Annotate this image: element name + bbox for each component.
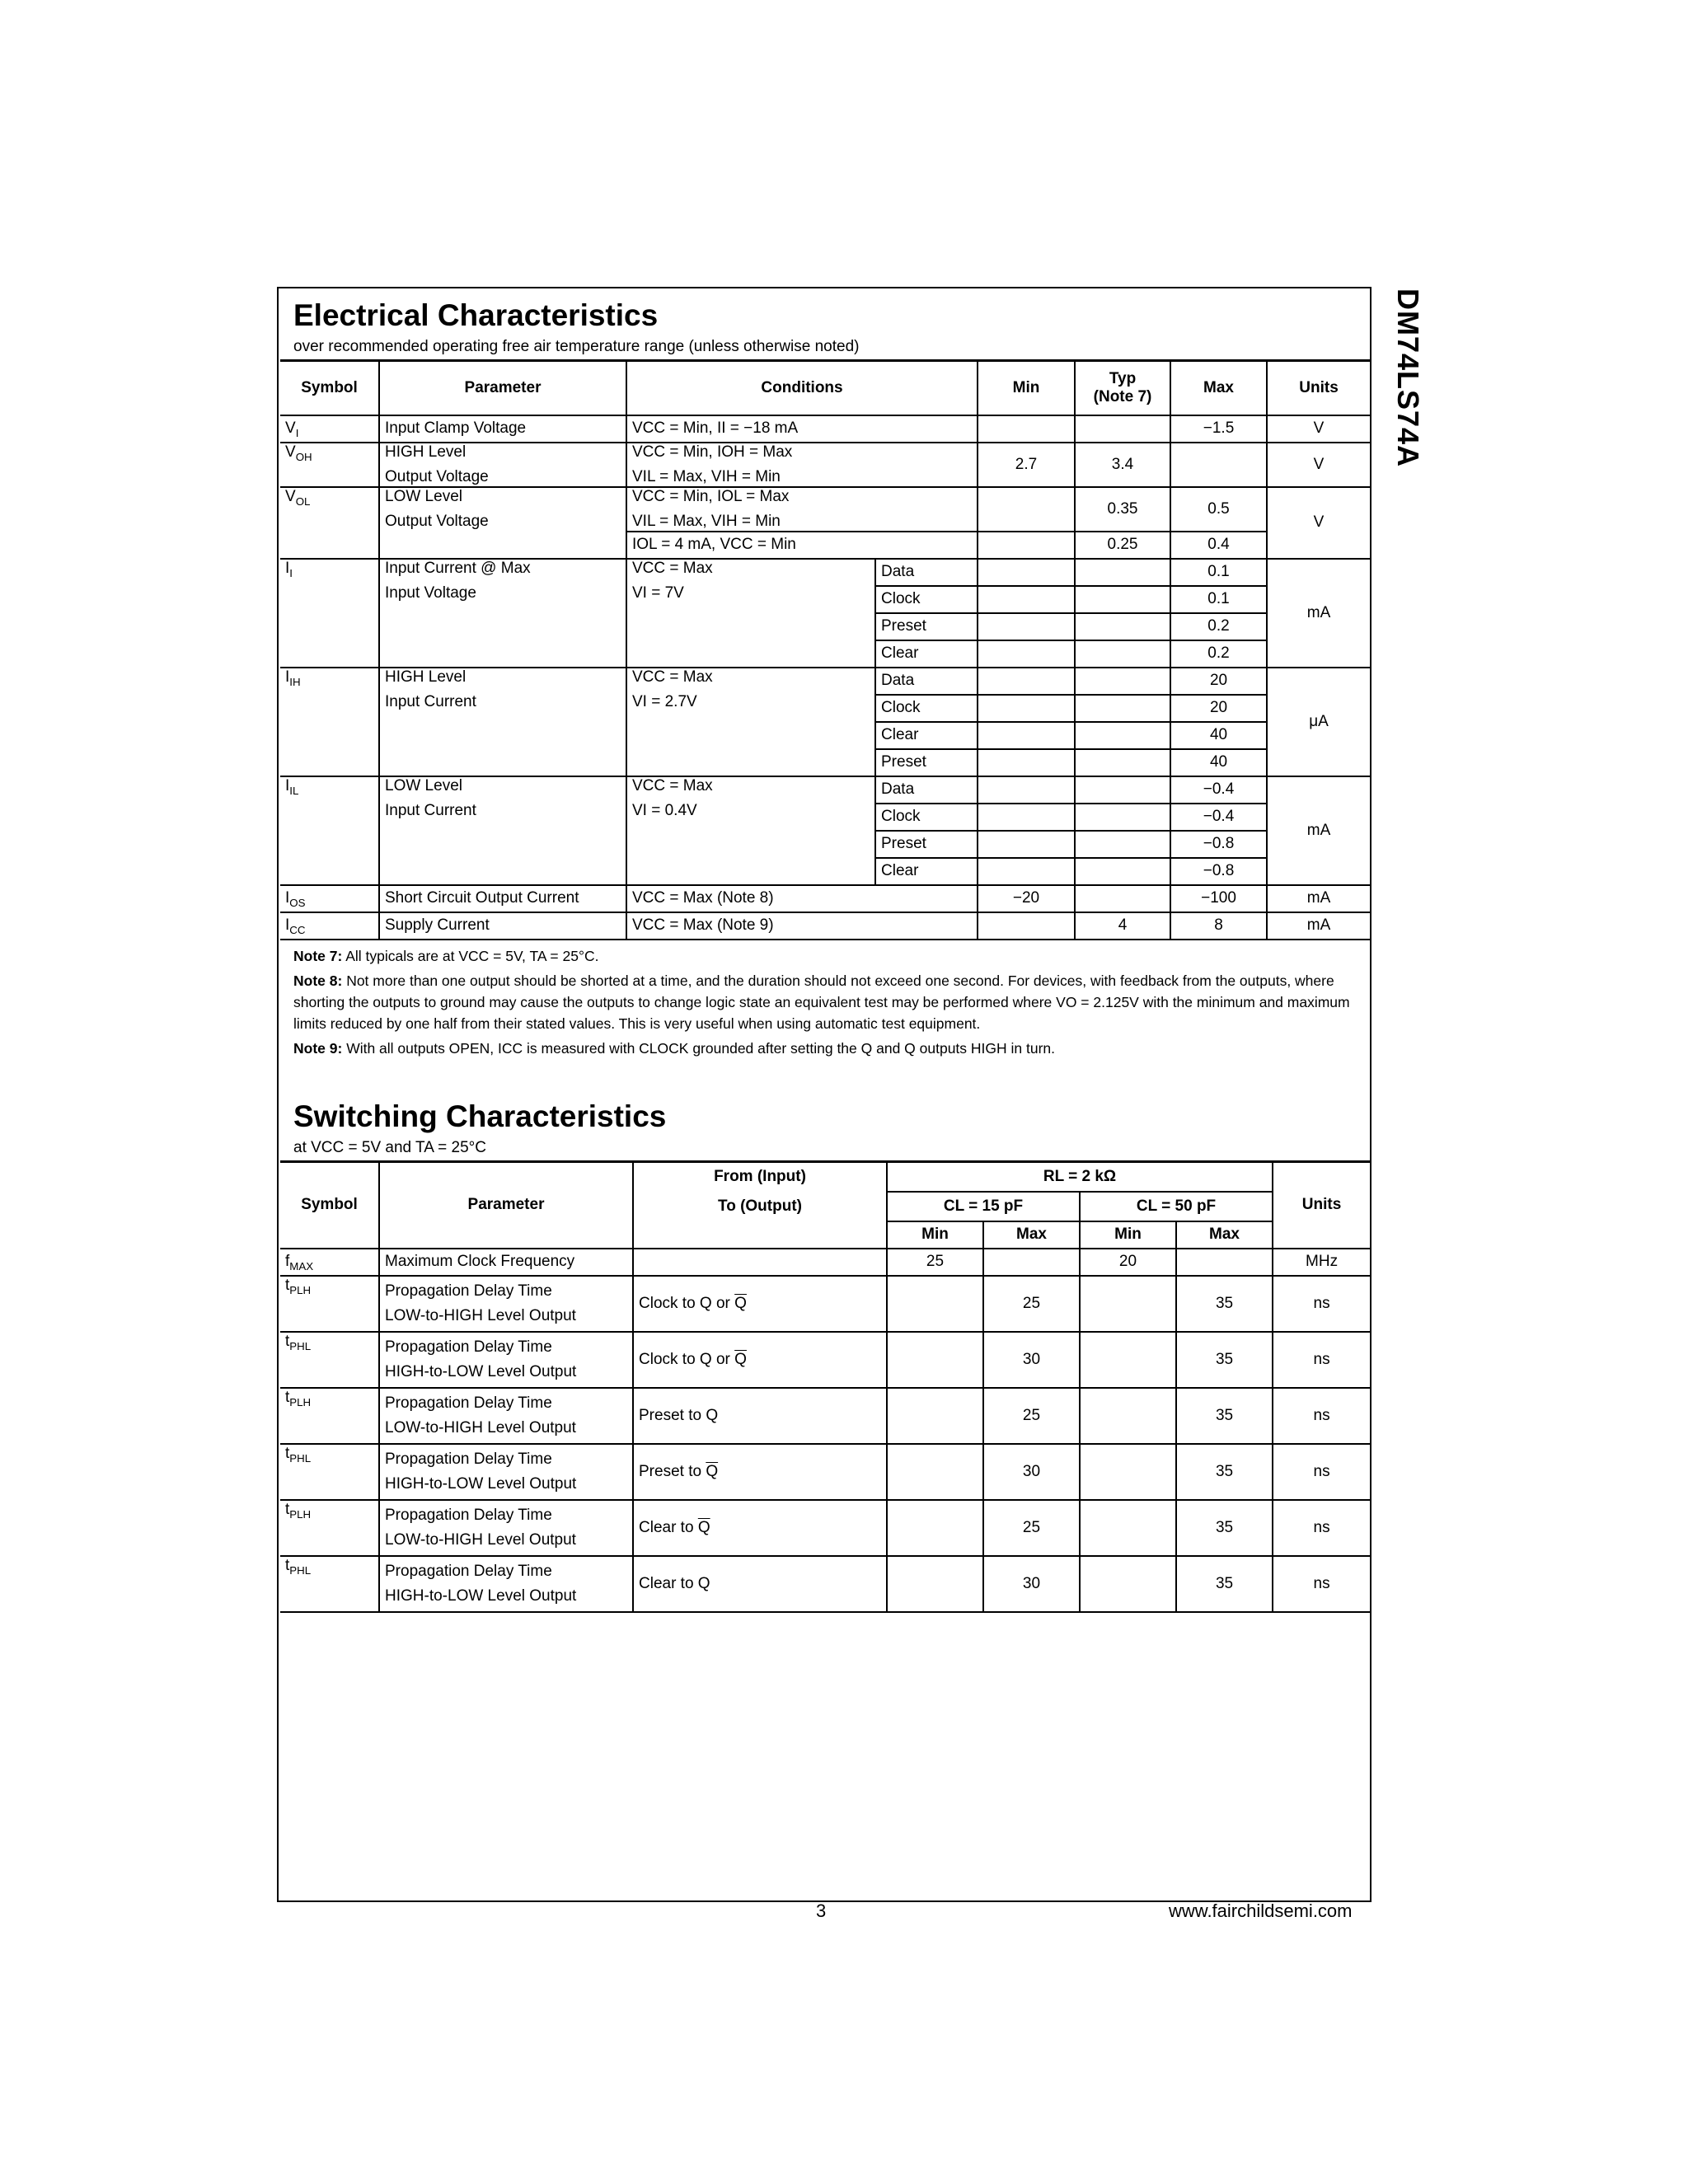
table-row: $V_I$ Input Clamp Voltage VCC = Min, II = −18 mA −1.5 V <box>280 415 1370 443</box>
side-title: DM74LS74A <box>1391 288 1425 468</box>
table-row: Clock 0.1 <box>280 586 1370 613</box>
electrical-title: Electrical Characteristics <box>293 298 659 332</box>
table-row: Clock 20 <box>280 695 1370 722</box>
table-row: $t_{PHL}$ Propagation Delay Time HIGH-to-LOW Level Output Preset to $\overline{Q}$ 30 35 ns <box>280 1444 1370 1500</box>
table-row: $t_{PHL}$ Propagation Delay Time HIGH-to-LOW Level Output Clock to Q or $\overline{Q}$ 30 35 ns <box>280 1332 1370 1388</box>
electrical-section <box>280 298 1370 1062</box>
table-row: $V_{OL}$ LOW Level Output Voltage VCC = Min, IOL = Max VIL = Max, VIH = Min 0.35 0.5 V <box>280 487 1370 532</box>
switching-section <box>280 1099 1370 1613</box>
table-row: $t_{PLH}$ Propagation Delay Time LOW-to-HIGH Level Output Clear to $\overline{Q}$ 25 35 ns <box>280 1500 1370 1556</box>
table-row: $f_{MAX}$ Maximum Clock Frequency 25 20 MHz <box>280 1249 1370 1276</box>
table-row: $I_I$ Input Current @ Max Input Voltage VCC = Max VI = 7V Data 0.1 mA <box>280 559 1370 586</box>
table-row: Preset −0.8 <box>280 831 1370 858</box>
table-row: Clock −0.4 <box>280 804 1370 831</box>
website-link[interactable]: www.fairchildsemi.com <box>1169 1900 1353 1921</box>
table-row: $I_{CC}$ Supply Current VCC = Max (Note 9) 4 8 mA <box>280 912 1370 940</box>
switching-table: Symbol Parameter From (Input) To (Output) RL = 2 kΩ Units CL = 15 pF CL = 50 pF Min Max Min Max $f_{MAX}$ Maximum Clock Frequency 25 20 MHz $t_{PLH}$ Propagation Delay Time LOW-to-HIGH Level Output Clock to Q or $\overline{Q}$ 25 35 ns $t_{PHL}$ Propagation Delay Time HIGH-to-LOW Level Output Clock to Q or $\overline{Q}$ 30 35 ns $t_{PLH}$ Propagation Delay Time LOW-to-HIGH Level Output Preset to Q 25 35 ns $t_{PHL}$ Propagation Delay Time HIGH-to-LOW Level Output Preset to $\overline{Q}$ 30 35 ns $t_{PLH}$ Propagation Delay Time LOW-to-HIGH Level Output Clear to $\overline{Q}$ 25 35 ns $t_{PHL}$ Propagation Delay Time HIGH-to-LOW Level Output Clear to Q 30 35 ns <box>280 1160 1370 1613</box>
table-row: $I_{IH}$ HIGH Level Input Current VCC = Max VI = 2.7V Data 20 μA <box>280 668 1370 695</box>
notes <box>280 940 1370 1059</box>
switching-subtitle: at VCC = 5V and TA = 25°C <box>293 1139 486 1156</box>
table-row: Clear 0.2 <box>280 640 1370 668</box>
table-row: $t_{PLH}$ Propagation Delay Time LOW-to-HIGH Level Output Preset to Q 25 35 ns <box>280 1388 1370 1444</box>
switching-title: Switching Characteristics <box>293 1099 667 1133</box>
note-7: Note 7: All typicals are at VCC = 5V, TA = 25°C. <box>293 947 599 964</box>
electrical-table: Symbol Parameter Conditions Min Typ (Note 7) Max Units $V_I$ Input Clamp Voltage VCC = Min, II = −18 mA −1.5 V $V_{OH}$ HIGH Level Output Voltage VCC = Min, IOH = Max VIL = Max, VIH = Min 2.7 3.4 V $V_{OL}$ LOW Level Output Voltage VCC = Min, IOL = Max VIL = Max, VIH = Min 0.35 0.5 V IOL = 4 mA, VCC = Min 0.25 0.4 $I_I$ Input Current @ Max Input Voltage VCC = Max VI = 7V Data 0.1 mA Clock 0.1 Preset 0.2 Clear 0.2 $I_{IH}$ HIGH Level Input Current VCC = Max VI = 2.7V Data 20 μA Clock 20 Clear 40 Preset 40 $I_{IL}$ LOW Level Input Current VCC = Max VI = 0.4V Data −0.4 mA Clock −0.4 Preset −0.8 Clear −0.8 $I_{OS}$ Short Circuit Output Current VCC = Max (Note 8) −20 −100 mA $I_{CC}$ Supply Current VCC = Max (Note 9) 4 8 mA <box>280 359 1370 940</box>
table-row: $I_{IL}$ LOW Level Input Current VCC = Max VI = 0.4V Data −0.4 mA <box>280 776 1370 804</box>
table-row: $I_{OS}$ Short Circuit Output Current VCC = Max (Note 8) −20 −100 mA <box>280 885 1370 912</box>
table-row: $V_{OH}$ HIGH Level Output Voltage VCC = Min, IOH = Max VIL = Max, VIH = Min 2.7 3.4 V <box>280 443 1370 487</box>
table-row: $t_{PHL}$ Propagation Delay Time HIGH-to-LOW Level Output Clear to Q 30 35 ns <box>280 1556 1370 1612</box>
table-row: Preset 40 <box>280 749 1370 776</box>
table-row: Clear −0.8 <box>280 858 1370 885</box>
electrical-subtitle: over recommended operating free air temperature range (unless otherwise noted) <box>293 338 860 355</box>
note-8: Note 8: Not more than one output should be shorted at a time, and the duration should not exceed one second. For devices, with feedback from the outputs, where shorting the outputs to ground may cause the outputs to change logic state an equivalent test may be performed where VO = 2.125V with the minimum and maximum limits reduced by one half from their stated values. This is very useful when using automatic test equipment. <box>293 972 1350 1032</box>
table-row: Clear 40 <box>280 722 1370 749</box>
table-row: $t_{PLH}$ Propagation Delay Time LOW-to-HIGH Level Output Clock to Q or $\overline{Q}$ 25 35 ns <box>280 1276 1370 1332</box>
page-number: 3 <box>816 1900 827 1921</box>
note-9: Note 9: With all outputs OPEN, ICC is measured with CLOCK grounded after setting the Q and Q outputs HIGH in turn. <box>293 1039 1056 1057</box>
table-row: Preset 0.2 <box>280 613 1370 640</box>
table-row: IOL = 4 mA, VCC = Min 0.25 0.4 <box>280 532 1370 559</box>
